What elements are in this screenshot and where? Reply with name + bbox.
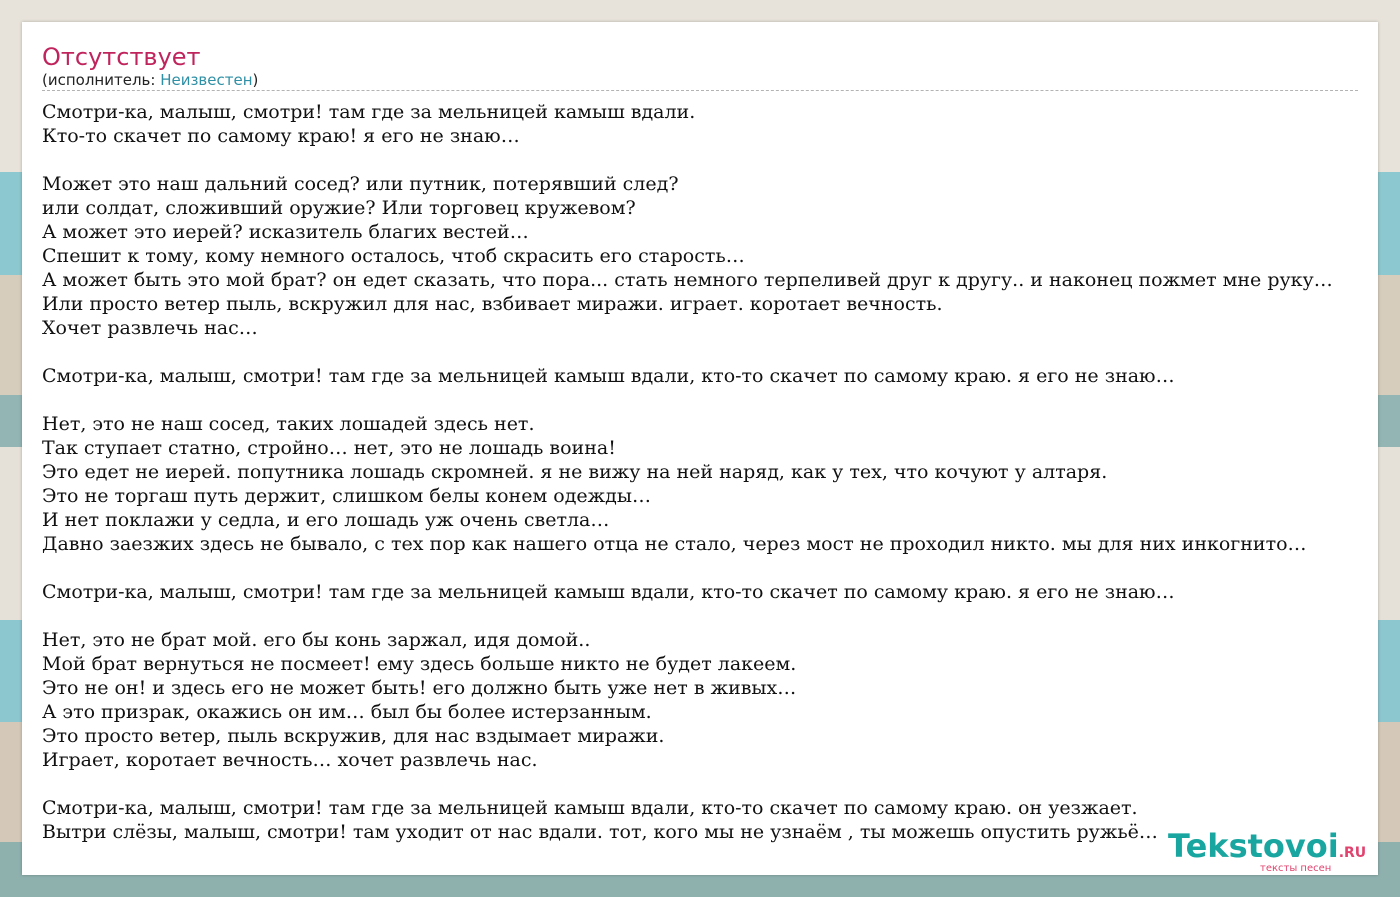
lyric-line: Хочет развлечь нас… (42, 317, 258, 339)
lyrics-text (42, 100, 1378, 844)
lyric-line: Играет, коротает вечность… хочет развлечь нас. (42, 749, 538, 771)
lyric-line: Это просто ветер, пыль вскружив, для нас вздымает миражи. (42, 725, 665, 747)
lyric-line: Это едет не иерей. попутника лошадь скромней. я не вижу на ней наряд, как у тех, что кочуют у алтаря. (42, 461, 1108, 483)
lyric-line: Это не торгаш путь держит, слишком белы конем одежды… (42, 485, 651, 507)
lyric-line: Вытри слёзы, малыш, смотри! там уходит от нас вдали. тот, кого мы не узнаём , ты можешь опустить ружьё… (42, 821, 1158, 843)
artist-suffix: ) (252, 71, 259, 89)
lyric-line (42, 604, 1378, 628)
site-logo[interactable] (1168, 828, 1378, 874)
lyric-line: Так ступает статно, стройно… нет, это не лошадь воина! (42, 437, 616, 459)
lyric-line: Это не он! и здесь его не может быть! его должно быть уже нет в живых… (42, 677, 797, 699)
lyric-line (42, 340, 1378, 364)
song-title: Отсутствует (42, 43, 201, 71)
lyric-line: Смотри-ка, малыш, смотри! там где за мельницей камыш вдали, кто-то скачет по самому краю. я его не знаю… (42, 581, 1175, 603)
artist-line (42, 71, 258, 89)
lyric-line: Может это наш дальний сосед? или путник, потерявший след? (42, 173, 679, 195)
lyric-line: Смотри-ка, малыш, смотри! там где за мельницей камыш вдали. (42, 101, 696, 123)
lyric-line (42, 556, 1378, 580)
lyric-line: А это призрак, окажись он им… был бы более истерзанным. (42, 701, 652, 723)
lyric-line: Или просто ветер пыль, вскружил для нас, взбивает миражи. играет. коротает вечность. (42, 293, 943, 315)
artist-link[interactable]: Неизвестен (160, 71, 253, 89)
lyric-line: Смотри-ка, малыш, смотри! там где за мельницей камыш вдали, кто-то скачет по самому краю. я его не знаю… (42, 365, 1175, 387)
lyric-line (42, 388, 1378, 412)
lyric-line: А может быть это мой брат? он едет сказать, что пора... стать немного терпеливей друг к другу.. и наконец пожмет мне руку… (42, 269, 1333, 291)
lyric-line: Спешит к тому, кому немного осталось, чтоб скрасить его старость… (42, 245, 745, 267)
lyric-line: И нет поклажи у седла, и его лошадь уж очень светла… (42, 509, 610, 531)
lyric-line: Давно заезжих здесь не бывало, с тех пор как нашего отца не стало, через мост не проходил никто. мы для них инкогнито… (42, 533, 1307, 555)
lyric-line: Нет, это не брат мой. его бы конь заржал, идя домой.. (42, 629, 591, 651)
logo-tagline: тексты песен (1260, 863, 1332, 874)
logo-main-text: Tekstovoi (1168, 827, 1339, 865)
artist-prefix: (исполнитель: (42, 71, 161, 89)
lyrics-card (22, 22, 1378, 875)
lyric-line (42, 148, 1378, 172)
lyric-line: Мой брат вернуться не посмеет! ему здесь больше никто не будет лакеем. (42, 653, 797, 675)
lyric-line: или солдат, сложивший оружие? Или торговец кружевом? (42, 197, 636, 219)
logo-tld: .RU (1338, 845, 1367, 861)
lyric-line: Кто-то скачет по самому краю! я его не знаю… (42, 125, 520, 147)
lyric-line: А может это иерей? исказитель благих вестей… (42, 221, 529, 243)
title-divider (42, 90, 1358, 91)
lyric-line: Смотри-ка, малыш, смотри! там где за мельницей камыш вдали, кто-то скачет по самому краю. он уезжает. (42, 797, 1138, 819)
lyric-line (42, 772, 1378, 796)
lyric-line: Нет, это не наш сосед, таких лошадей здесь нет. (42, 413, 535, 435)
